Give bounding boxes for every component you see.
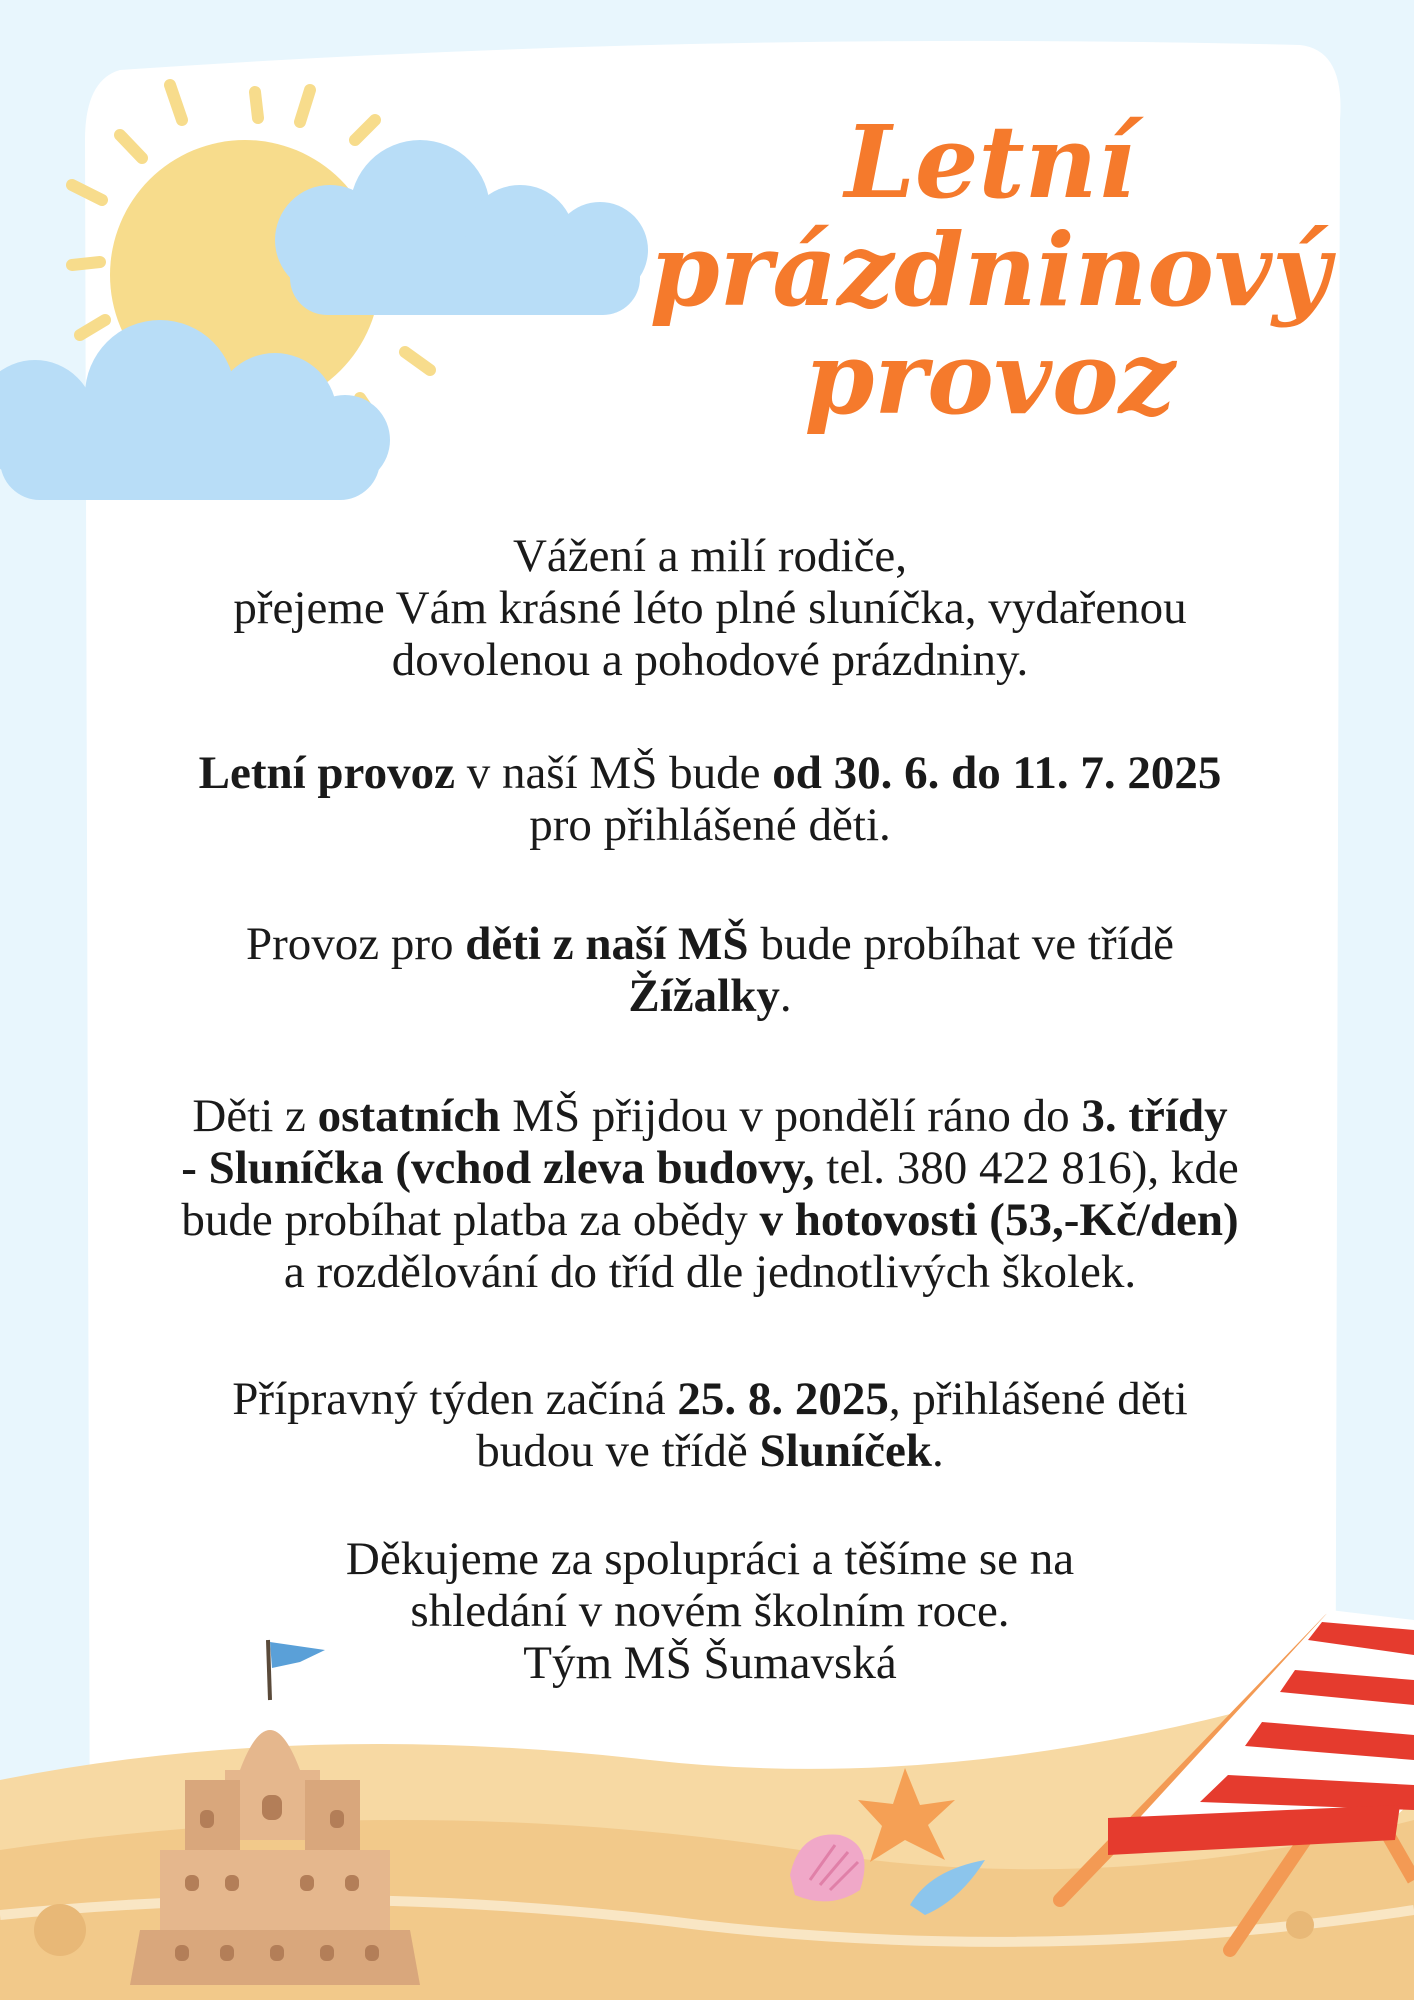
payment-info: v hotovosti (53,-Kč/den)	[759, 1194, 1239, 1246]
own-children-text: .	[779, 970, 792, 1022]
summer-label: Letní provoz	[198, 747, 455, 799]
greeting-paragraph	[80, 530, 1340, 686]
prep-week-class: Sluníček	[759, 1425, 932, 1477]
prep-week-paragraph	[80, 1373, 1340, 1477]
greeting-line: Vážení a milí rodiče,	[512, 530, 908, 582]
other-children-text: MŠ přijdou v pondělí ráno do	[500, 1090, 1082, 1142]
page-title	[640, 103, 1340, 437]
prep-week-text: budou ve třídě	[476, 1425, 760, 1477]
prep-week-text: Přípravný týden začíná	[232, 1373, 678, 1425]
closing-line: Děkujeme za spolupráci a těšíme se na	[345, 1533, 1075, 1585]
prep-week-date: 25. 8. 2025	[677, 1373, 889, 1425]
summer-operation-paragraph	[80, 747, 1340, 851]
prep-week-text: .	[931, 1425, 944, 1477]
prep-week-line	[80, 1373, 1340, 1425]
prep-week-text: , přihlášené děti	[888, 1373, 1188, 1425]
other-children-phone: tel. 380 422 816), kde	[814, 1142, 1239, 1194]
own-children-text: Provoz pro	[245, 918, 466, 970]
greeting-line: dovolenou a pohodové prázdniny.	[391, 634, 1029, 686]
other-children-line: a rozdělování do tříd dle jednotlivých školek.	[283, 1246, 1137, 1298]
summer-line	[80, 747, 1340, 799]
other-children-text: Děti z	[192, 1090, 318, 1142]
other-children-text: bude probíhat platba za obědy	[181, 1194, 760, 1246]
closing-line: shledání v novém školním roce.	[410, 1585, 1010, 1637]
title-line-2: prázdninový	[649, 211, 1331, 329]
own-children-paragraph	[80, 918, 1340, 1022]
own-children-line	[80, 918, 1340, 970]
class-entrance: - Sluníčka (vchod zleva budovy,	[181, 1142, 815, 1194]
summer-text: v naší MŠ bude	[454, 747, 773, 799]
other-children-line	[80, 1142, 1340, 1194]
greeting-line: přejeme Vám krásné léto plné sluníčka, vydařenou	[233, 582, 1187, 634]
closing-paragraph	[80, 1533, 1340, 1689]
other-children-line	[80, 1090, 1340, 1142]
title-line-1: Letní	[844, 103, 1136, 221]
other-children-paragraph	[80, 1090, 1340, 1298]
signature: Tým MŠ Šumavská	[523, 1637, 897, 1689]
summer-line: pro přihlášené děti.	[529, 799, 891, 851]
title-line-3: provoz	[804, 319, 1176, 437]
other-children-group: ostatních	[317, 1090, 501, 1142]
class-name: Žížalky	[628, 970, 780, 1022]
own-children-line	[80, 970, 1340, 1022]
other-children-line	[80, 1194, 1340, 1246]
summer-dates: od 30. 6. do 11. 7. 2025	[772, 747, 1222, 799]
own-children-group: děti z naší MŠ	[465, 918, 749, 970]
prep-week-line	[80, 1425, 1340, 1477]
own-children-text: bude probíhat ve třídě	[748, 918, 1175, 970]
class-number: 3. třídy	[1081, 1090, 1228, 1142]
